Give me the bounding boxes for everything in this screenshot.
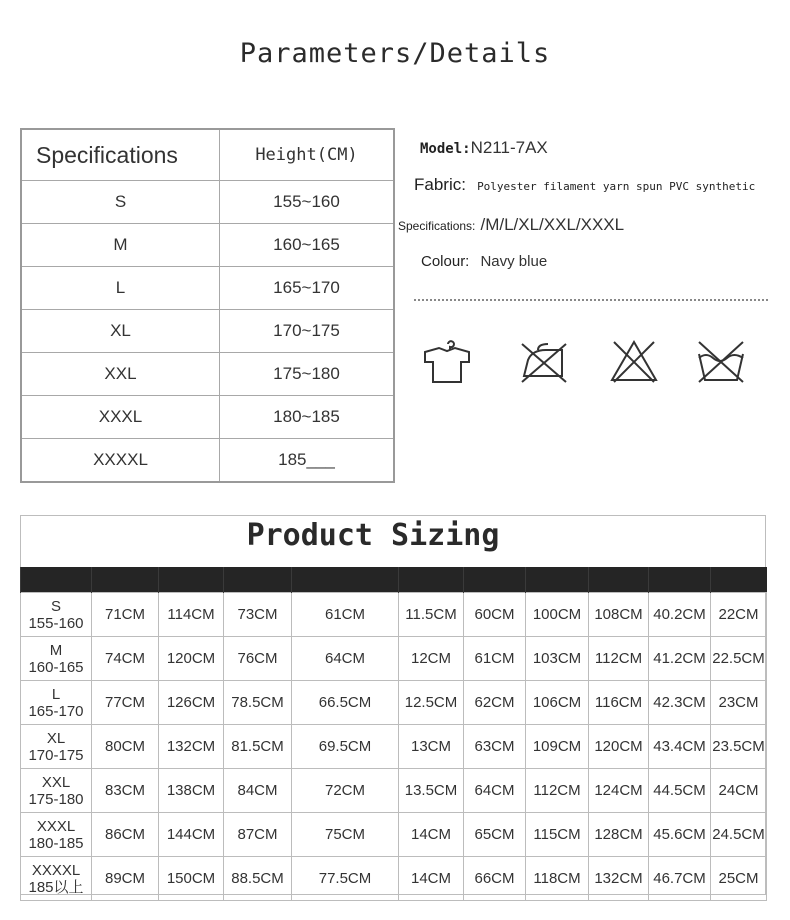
sizing-value-cell: 23.5CM <box>711 725 767 769</box>
spec-row <box>21 396 394 439</box>
sizing-value-cell: 138CM <box>159 769 224 813</box>
size-height-range: 165-170 <box>28 702 84 720</box>
sizing-value-cell: 69.5CM <box>292 725 399 769</box>
sizing-value-cell: 81.5CM <box>224 725 292 769</box>
spec-row <box>21 353 394 396</box>
fabric-line <box>414 175 755 195</box>
do-not-bleach-icon <box>608 336 660 388</box>
sizing-size-cell <box>21 769 92 813</box>
size-height-range: 185以上 <box>28 878 84 896</box>
sizing-value-cell: 128CM <box>589 813 649 857</box>
sizing-value-cell: 40.2CM <box>649 593 711 637</box>
sizing-value-cell: 89CM <box>92 857 159 901</box>
sizing-value-cell: 77.5CM <box>292 857 399 901</box>
sizing-value-cell: 150CM <box>159 857 224 901</box>
specifications-label: Specifications: <box>398 219 476 233</box>
sizing-value-cell: 87CM <box>224 813 292 857</box>
sizing-value-cell: 63CM <box>464 725 526 769</box>
sizing-value-cell: 24.5CM <box>711 813 767 857</box>
spec-height-cell: 170~175 <box>220 310 395 353</box>
sizing-value-cell: 126CM <box>159 681 224 725</box>
sizing-value-cell: 41.2CM <box>649 637 711 681</box>
sizing-row <box>21 769 767 813</box>
hang-dry-icon <box>421 336 473 388</box>
header-cell <box>292 567 399 593</box>
sizing-row <box>21 725 767 769</box>
size-height-range: 160-165 <box>28 658 84 676</box>
fabric-label: Fabric: <box>414 175 466 194</box>
header-cell <box>92 567 159 593</box>
sizing-value-cell: 132CM <box>159 725 224 769</box>
sizing-value-cell: 115CM <box>526 813 589 857</box>
sizing-value-cell: 106CM <box>526 681 589 725</box>
header-cell <box>649 567 711 593</box>
sizing-value-cell: 80CM <box>92 725 159 769</box>
sizing-value-cell: 114CM <box>159 593 224 637</box>
spec-size-cell: XXXXL <box>21 439 220 483</box>
size-height-range: 175-180 <box>28 790 84 808</box>
spec-header-specifications: Specifications <box>21 129 220 181</box>
sizing-value-cell: 66.5CM <box>292 681 399 725</box>
sizing-value-cell: 60CM <box>464 593 526 637</box>
sizing-size-cell <box>21 593 92 637</box>
header-cell <box>711 567 767 593</box>
spec-row <box>21 224 394 267</box>
sizing-value-cell: 120CM <box>589 725 649 769</box>
sizing-value-cell: 44.5CM <box>649 769 711 813</box>
header-cell <box>399 567 464 593</box>
spec-table <box>20 128 395 483</box>
sizing-value-cell: 64CM <box>292 637 399 681</box>
sizing-value-cell: 116CM <box>589 681 649 725</box>
spec-table-header <box>21 129 394 181</box>
sizing-value-cell: 76CM <box>224 637 292 681</box>
spec-size-cell: XL <box>21 310 220 353</box>
sizing-value-cell: 144CM <box>159 813 224 857</box>
size-label: XXL <box>41 773 71 791</box>
size-label: L <box>51 685 61 703</box>
size-height-range: 180-185 <box>28 834 84 852</box>
sizing-size-cell <box>21 857 92 901</box>
sizing-value-cell: 77CM <box>92 681 159 725</box>
sizing-value-cell: 118CM <box>526 857 589 901</box>
sizing-value-cell: 100CM <box>526 593 589 637</box>
sizing-value-cell: 46.7CM <box>649 857 711 901</box>
spec-height-cell: 185___ <box>220 439 395 483</box>
sizing-row <box>21 681 767 725</box>
sizing-value-cell: 78.5CM <box>224 681 292 725</box>
size-label: S <box>50 597 61 615</box>
sizing-header-bar <box>21 567 767 593</box>
sizing-value-cell: 124CM <box>589 769 649 813</box>
spec-height-cell: 160~165 <box>220 224 395 267</box>
sizing-value-cell: 14CM <box>399 857 464 901</box>
sizing-value-cell: 12.5CM <box>399 681 464 725</box>
fabric-value: Polyester filament yarn spun PVC synthetic <box>477 180 756 193</box>
sizing-value-cell: 72CM <box>292 769 399 813</box>
sizing-value-cell: 83CM <box>92 769 159 813</box>
sizing-size-cell <box>21 637 92 681</box>
model-line <box>420 138 548 158</box>
do-not-wash-icon <box>695 336 747 388</box>
spec-size-cell: S <box>21 181 220 224</box>
sizing-value-cell: 75CM <box>292 813 399 857</box>
sizing-row <box>21 637 767 681</box>
sizing-value-cell: 14CM <box>399 813 464 857</box>
sizing-value-cell: 11.5CM <box>399 593 464 637</box>
sizing-value-cell: 64CM <box>464 769 526 813</box>
sizing-value-cell: 74CM <box>92 637 159 681</box>
size-label: XXXXL <box>31 861 81 879</box>
sizing-size-cell <box>21 725 92 769</box>
spec-size-cell: XXL <box>21 353 220 396</box>
spec-size-cell: L <box>21 267 220 310</box>
sizing-value-cell: 23CM <box>711 681 767 725</box>
spec-header-height: Height(CM) <box>220 129 395 181</box>
sizing-value-cell: 73CM <box>224 593 292 637</box>
sizing-value-cell: 108CM <box>589 593 649 637</box>
spec-height-cell: 165~170 <box>220 267 395 310</box>
sizing-value-cell: 86CM <box>92 813 159 857</box>
sizing-value-cell: 112CM <box>526 769 589 813</box>
do-not-iron-icon <box>518 336 570 388</box>
size-height-range: 170-175 <box>28 746 84 764</box>
spec-row <box>21 439 394 483</box>
sizing-value-cell: 43.4CM <box>649 725 711 769</box>
spec-height-cell: 175~180 <box>220 353 395 396</box>
product-sizing-title: Product Sizing <box>246 518 500 553</box>
header-cell <box>21 567 92 593</box>
sizing-value-cell: 120CM <box>159 637 224 681</box>
colour-label: Colour: <box>421 253 470 270</box>
page-title: Parameters/Details <box>239 38 551 69</box>
size-height-range: 155-160 <box>28 614 84 632</box>
header-cell <box>224 567 292 593</box>
size-label: XL <box>46 729 66 747</box>
sizing-value-cell: 22.5CM <box>711 637 767 681</box>
colour-value: Navy blue <box>480 253 548 270</box>
sizing-value-cell: 42.3CM <box>649 681 711 725</box>
model-value: N211-7AX <box>470 138 548 157</box>
sizing-value-cell: 61CM <box>464 637 526 681</box>
spec-height-cell: 180~185 <box>220 396 395 439</box>
sizing-value-cell: 62CM <box>464 681 526 725</box>
sizing-row <box>21 857 767 901</box>
sizing-value-cell: 12CM <box>399 637 464 681</box>
header-cell <box>464 567 526 593</box>
colour-line <box>421 251 547 270</box>
sizing-value-cell: 13CM <box>399 725 464 769</box>
sizing-value-cell: 84CM <box>224 769 292 813</box>
sizing-size-cell <box>21 681 92 725</box>
header-cell <box>159 567 224 593</box>
sizing-value-cell: 71CM <box>92 593 159 637</box>
sizing-value-cell: 25CM <box>711 857 767 901</box>
sizing-value-cell: 65CM <box>464 813 526 857</box>
sizing-value-cell: 66CM <box>464 857 526 901</box>
size-label: M <box>49 641 63 659</box>
product-sizing-table <box>20 567 767 901</box>
sizing-value-cell: 24CM <box>711 769 767 813</box>
sizing-value-cell: 132CM <box>589 857 649 901</box>
sizing-value-cell: 61CM <box>292 593 399 637</box>
header-cell <box>526 567 589 593</box>
spec-row <box>21 181 394 224</box>
sizing-value-cell: 88.5CM <box>224 857 292 901</box>
spec-size-cell: XXXL <box>21 396 220 439</box>
sizing-row <box>21 593 767 637</box>
spec-row <box>21 267 394 310</box>
sizing-value-cell: 13.5CM <box>399 769 464 813</box>
spec-row <box>21 310 394 353</box>
size-label: XXXL <box>36 817 76 835</box>
specifications-line <box>398 215 624 235</box>
specifications-value: /M/L/XL/XXL/XXXL <box>480 215 625 234</box>
divider <box>414 299 768 301</box>
spec-size-cell: M <box>21 224 220 267</box>
header-cell <box>589 567 649 593</box>
spec-height-cell: 155~160 <box>220 181 395 224</box>
sizing-value-cell: 109CM <box>526 725 589 769</box>
sizing-row <box>21 813 767 857</box>
sizing-value-cell: 112CM <box>589 637 649 681</box>
sizing-value-cell: 45.6CM <box>649 813 711 857</box>
sizing-size-cell <box>21 813 92 857</box>
model-label: Model: <box>420 141 471 157</box>
sizing-value-cell: 103CM <box>526 637 589 681</box>
sizing-value-cell: 22CM <box>711 593 767 637</box>
